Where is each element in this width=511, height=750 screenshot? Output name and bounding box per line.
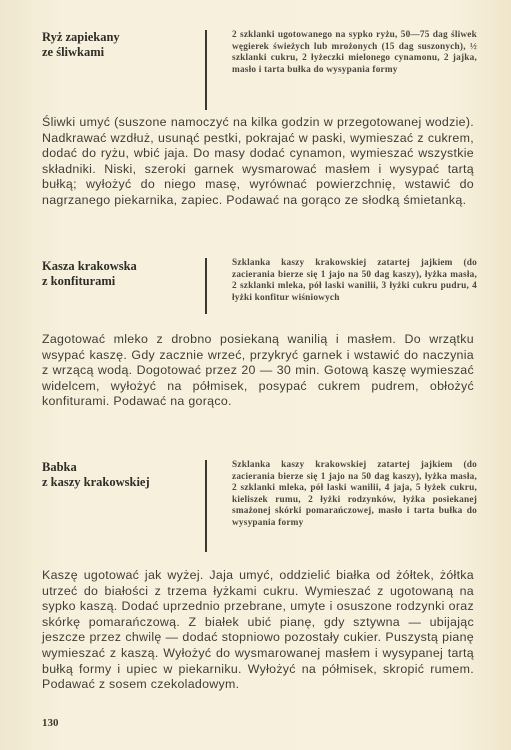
- recipe-3-divider: [205, 460, 207, 552]
- recipe-2-divider: [205, 258, 207, 314]
- recipe-2-title-line2: z konfiturami: [42, 274, 116, 288]
- recipe-1-title: [42, 30, 192, 60]
- page-number: 130: [42, 717, 59, 729]
- recipe-1-method: Śliwki umyć (suszone namoczyć na kilka godzin w przegotowanej wodzie). Nadkrawać wzdłuż, usunąć pestki, pokrajać w paski, wymieszać z cukrem, dodać do ryżu, wbić jaja. Do masy dodać cynamon, wymieszać wszystkie składniki. Niski, szeroki garnek wysmarować masłem i wysypać tartą bułką; wyłożyć do niego masę, wyrównać powierzchnię, wstawić do nagrzanego piekarnika, zapiec. Podawać na gorąco ze słodką śmietanką.: [42, 115, 474, 207]
- recipe-2-title: [42, 259, 192, 289]
- recipe-1-title-line2: ze śliwkami: [42, 45, 105, 59]
- recipe-2-method: Zagotować mleko z drobno posiekaną wanilią i masłem. Do wrzątku wsypać kaszę. Gdy zacznie wrzeć, przykryć garnek i wstawić do naczynia z wrzącą wodą. Dogotować przez 20 — 30 min. Gotową kaszę wymieszać widelcem, wyłożyć na półmisek, posypać cukrem pudrem, obłożyć konfiturami. Podawać na gorąco.: [42, 332, 474, 409]
- recipe-1-ingredients: 2 szklanki ugotowanego na sypko ryżu, 50—75 dag śliwek węgierek świeżych lub mrożonych (15 dag suszonych), ½ szklanki cukru, 2 łyżeczki mielonego cynamonu, 2 jajka, masło i tarta bułka do wysypania formy: [232, 30, 477, 75]
- recipe-1-divider: [205, 30, 207, 110]
- recipe-2-title-line1: Kasza krakowska: [42, 259, 137, 273]
- recipe-3-title-line2: z kaszy krakowskiej: [42, 475, 150, 489]
- recipe-3-title: [42, 460, 192, 490]
- recipe-3-method: Kaszę ugotować jak wyżej. Jaja umyć, oddzielić białka od żółtek, żółtka utrzeć do białości z trzema łyżkami cukru. Wymieszać z ugotowaną na sypko kaszą. Dodać uprzednio przebrane, umyte i osuszone rodzynki oraz skórkę pomarańczową. Z białek ubić pianę, gdy sztywna — ubijając jeszcze przez chwilę — dodać stopniowo pozostały cukier. Puszystą pianę wymieszać z kaszą. Wyłożyć do wysmarowanej masłem i wysypanej tartą bułką formy i upiec w piekarniku. Wyłożyć na półmisek, skropić rumem. Podawać z sosem czekoladowym.: [42, 568, 474, 692]
- recipe-3-ingredients: Szklanka kaszy krakowskiej zatartej jajkiem (do zacierania bierze się 1 jajo na 50 dag kaszy), łyżka masła, 2 szklanki mleka, pół laski wanilii, 4 jaja, 5 łyżek cukru, kieliszek rumu, 2 łyżki rodzynków, łyżka posiekanej smażonej skórki pomarańczowej, masło i tarta bułka do wysypania formy: [232, 460, 477, 528]
- recipe-2-ingredients: Szklanka kaszy krakowskiej zatartej jajkiem (do zacierania bierze się 1 jajo na 50 dag kaszy), łyżka masła, 2 szklanki mleka, pół laski wanilii, 3 łyżki cukru pudru, 4 łyżki konfitur wiśniowych: [232, 258, 477, 303]
- recipe-3-title-line1: Babka: [42, 460, 77, 474]
- recipe-1-title-line1: Ryż zapiekany: [42, 30, 120, 44]
